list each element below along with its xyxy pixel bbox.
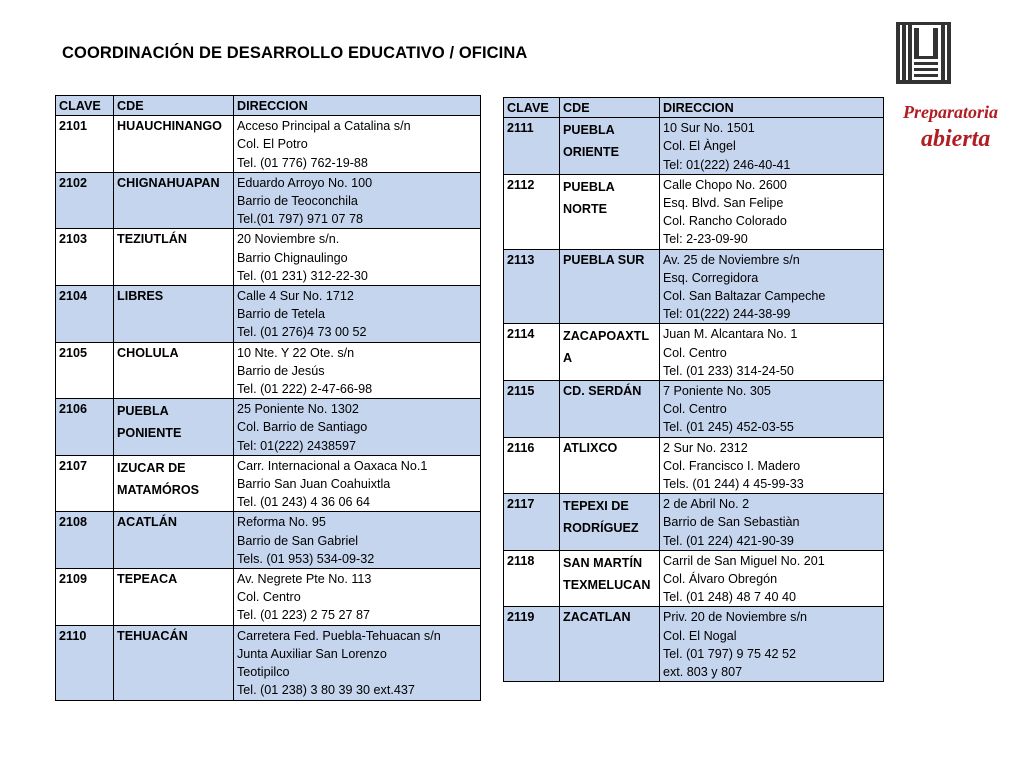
- cde-cell: [114, 229, 234, 286]
- cde-cell: [560, 607, 660, 682]
- address-line: Col. Rancho Colorado: [663, 214, 787, 229]
- address-line: Tel. (01 233) 314-24-50: [663, 363, 794, 378]
- cde-cell: [560, 550, 660, 607]
- clave-cell: 2117: [504, 494, 560, 551]
- clave-cell: 2107: [56, 455, 114, 512]
- cde-line: TEPEXI DE: [563, 499, 629, 514]
- cde-cell: [114, 116, 234, 173]
- cde-line: NORTE: [563, 201, 608, 216]
- direccion-cell: [234, 172, 481, 229]
- cde-cell: [560, 437, 660, 494]
- table-row: [56, 569, 481, 626]
- cde-line: CHIGNAHUAPAN: [117, 175, 220, 190]
- cde-cell: [560, 494, 660, 551]
- cde-cell: [114, 512, 234, 569]
- address-line: Acceso Principal a Catalina s/n: [237, 119, 411, 134]
- direccion-cell: [234, 455, 481, 512]
- address-line: Tel. (01 222) 2-47-66-98: [237, 382, 373, 397]
- column-header-clave: CLAVE: [504, 98, 560, 118]
- direccion-cell: [234, 116, 481, 173]
- address-line: Col. El Potro: [237, 137, 308, 152]
- column-header-cde: CDE: [114, 96, 234, 116]
- table-row: [504, 324, 884, 381]
- clave-cell: 2102: [56, 172, 114, 229]
- address-line: Col. El Nogal: [663, 628, 737, 643]
- address-line: Tel. (01 223) 2 75 27 87: [237, 608, 371, 623]
- address-line: Tel. (01 231) 312-22-30: [237, 268, 368, 283]
- table-row: [504, 607, 884, 682]
- cde-line: ATLIXCO: [563, 440, 618, 455]
- direccion-cell: [234, 569, 481, 626]
- clave-cell: 2110: [56, 625, 114, 700]
- page-title: COORDINACIÓN DE DESARROLLO EDUCATIVO / OFICINA: [62, 44, 528, 62]
- cde-line: LIBRES: [117, 289, 164, 304]
- address-line: Av. 25 de Noviembre s/n: [663, 252, 800, 267]
- address-line: Calle 4 Sur No. 1712: [237, 289, 354, 304]
- direccion-cell: [660, 324, 884, 381]
- cde-line: HUAUCHINANGO: [117, 119, 222, 134]
- cde-cell: [560, 174, 660, 249]
- address-line: Tels. (01 953) 534-09-32: [237, 551, 375, 566]
- cde-cell: [560, 324, 660, 381]
- address-line: Carril de San Miguel No. 201: [663, 553, 825, 568]
- cde-line: SAN MARTÍN: [563, 555, 643, 570]
- table-row: [504, 174, 884, 249]
- address-line: Tel. (01 797) 9 75 42 52: [663, 646, 797, 661]
- address-line: Tel.(01 797) 971 07 78: [237, 212, 364, 227]
- direccion-cell: [660, 249, 884, 324]
- clave-cell: 2113: [504, 249, 560, 324]
- table-row: [56, 172, 481, 229]
- right-office-table: [503, 97, 884, 682]
- address-line: Tels. (01 244) 4 45-99-33: [663, 477, 804, 492]
- direccion-cell: [660, 174, 884, 249]
- address-line: Tel. (01 224) 421-90-39: [663, 533, 794, 548]
- clave-cell: 2115: [504, 381, 560, 438]
- table-row: [56, 625, 481, 700]
- address-line: Tel. (01 248) 48 7 40 40: [663, 590, 797, 605]
- table-row: [56, 286, 481, 343]
- table-row: [504, 494, 884, 551]
- address-line: Col. Álvaro Obregón: [663, 572, 778, 587]
- address-line: Barrio de Jesús: [237, 363, 325, 378]
- address-line: Tel. (01 276)4 73 00 52: [237, 325, 367, 340]
- address-line: Tel: 01(222) 244-38-99: [663, 307, 791, 322]
- direccion-cell: [660, 437, 884, 494]
- column-header-direccion: DIRECCION: [660, 98, 884, 118]
- table-row: [56, 512, 481, 569]
- address-line: Col. Centro: [237, 590, 301, 605]
- address-line: Eduardo Arroyo No. 100: [237, 175, 373, 190]
- table-row: [56, 455, 481, 512]
- address-line: Col. El Àngel: [663, 139, 736, 154]
- address-line: Barrio de San Gabriel: [237, 533, 359, 548]
- direccion-cell: [234, 229, 481, 286]
- cde-cell: [560, 118, 660, 175]
- address-line: Tel. (01 243) 4 36 06 64: [237, 495, 371, 510]
- address-line: 20 Noviembre s/n.: [237, 232, 340, 247]
- cde-line: RODRÍGUEZ: [563, 521, 639, 536]
- address-line: Esq. Corregidora: [663, 270, 759, 285]
- clave-cell: 2111: [504, 118, 560, 175]
- cde-cell: [114, 569, 234, 626]
- table-row: [504, 249, 884, 324]
- clave-cell: 2105: [56, 342, 114, 399]
- address-line: Juan M. Alcantara No. 1: [663, 327, 798, 342]
- table-row: [56, 399, 481, 456]
- cde-line: MATAMÓROS: [117, 482, 200, 497]
- cde-line: PUEBLA: [117, 404, 169, 419]
- column-header-cde: CDE: [560, 98, 660, 118]
- address-line: Col. San Baltazar Campeche: [663, 289, 826, 304]
- address-line: Tel. (01 776) 762-19-88: [237, 155, 368, 170]
- address-line: Tel: 2-23-09-90: [663, 232, 748, 247]
- direccion-cell: [660, 118, 884, 175]
- cde-line: TEHUACÁN: [117, 628, 188, 643]
- clave-cell: 2116: [504, 437, 560, 494]
- clave-cell: 2118: [504, 550, 560, 607]
- clave-cell: 2104: [56, 286, 114, 343]
- table-row: [504, 550, 884, 607]
- address-line: Barrio Chignaulingo: [237, 250, 348, 265]
- address-line: Esq. Blvd. San Felipe: [663, 196, 784, 211]
- address-line: Col. Centro: [663, 402, 727, 417]
- cde-line: PONIENTE: [117, 426, 182, 441]
- clave-cell: 2119: [504, 607, 560, 682]
- preparatoria-abierta-logo: [893, 20, 1003, 155]
- cde-line: ZACATLAN: [563, 610, 631, 625]
- table-row: [56, 229, 481, 286]
- clave-cell: 2108: [56, 512, 114, 569]
- cde-line: PUEBLA: [563, 123, 615, 138]
- cde-line: TEXMELUCAN: [563, 577, 651, 592]
- clave-cell: 2114: [504, 324, 560, 381]
- address-line: Tel. (01 238) 3 80 39 30 ext.437: [237, 683, 415, 698]
- cde-line: ORIENTE: [563, 145, 619, 160]
- cde-line: A: [563, 351, 573, 366]
- cde-line: CD. SERDÁN: [563, 384, 642, 399]
- cde-cell: [560, 381, 660, 438]
- clave-cell: 2112: [504, 174, 560, 249]
- cde-line: PUEBLA SUR: [563, 252, 645, 267]
- logo-text-abierta: abierta: [921, 126, 991, 152]
- cde-line: CHOLULA: [117, 345, 179, 360]
- table-row: [56, 116, 481, 173]
- cde-cell: [114, 625, 234, 700]
- column-header-clave: CLAVE: [56, 96, 114, 116]
- table-row: [56, 342, 481, 399]
- clave-cell: 2109: [56, 569, 114, 626]
- direccion-cell: [234, 342, 481, 399]
- address-line: Av. Negrete Pte No. 113: [237, 572, 372, 587]
- cde-cell: [114, 172, 234, 229]
- cde-line: TEPEACA: [117, 572, 178, 587]
- address-line: Barrio de Tetela: [237, 307, 325, 322]
- address-line: Tel: 01(222) 2438597: [237, 438, 357, 453]
- direccion-cell: [660, 550, 884, 607]
- address-line: 25 Poniente No. 1302: [237, 402, 359, 417]
- table-row: [504, 437, 884, 494]
- address-line: 2 Sur No. 2312: [663, 440, 748, 455]
- cde-cell: [114, 286, 234, 343]
- direccion-cell: [234, 286, 481, 343]
- cde-cell: [114, 455, 234, 512]
- address-line: Teotipilco: [237, 665, 290, 680]
- address-line: Tel. (01 245) 452-03-55: [663, 420, 794, 435]
- address-line: Calle Chopo No. 2600: [663, 177, 787, 192]
- address-line: Barrio de Teoconchila: [237, 194, 358, 209]
- address-line: 2 de Abril No. 2: [663, 497, 750, 512]
- left-office-table: [55, 95, 481, 701]
- address-line: Barrio San Juan Coahuixtla: [237, 477, 391, 492]
- cde-cell: [114, 342, 234, 399]
- direccion-cell: [234, 625, 481, 700]
- direccion-cell: [660, 381, 884, 438]
- address-line: Col. Francisco I. Madero: [663, 458, 801, 473]
- address-line: 10 Nte. Y 22 Ote. s/n: [237, 345, 355, 360]
- address-line: 10 Sur No. 1501: [663, 121, 755, 136]
- address-line: Junta Auxiliar San Lorenzo: [237, 646, 387, 661]
- cde-line: IZUCAR DE: [117, 460, 186, 475]
- address-line: Priv. 20 de Noviembre s/n: [663, 610, 807, 625]
- cde-line: ACATLÁN: [117, 515, 177, 530]
- clave-cell: 2103: [56, 229, 114, 286]
- address-line: Col. Centro: [663, 345, 727, 360]
- address-line: Barrio de San Sebastiàn: [663, 515, 800, 530]
- address-line: Col. Barrio de Santiago: [237, 420, 368, 435]
- table-row: [504, 381, 884, 438]
- address-line: 7 Poniente No. 305: [663, 384, 771, 399]
- direccion-cell: [660, 494, 884, 551]
- column-header-direccion: DIRECCION: [234, 96, 481, 116]
- address-line: ext. 803 y 807: [663, 665, 743, 680]
- logo-text-preparatoria: Preparatoria: [903, 102, 999, 122]
- cde-line: PUEBLA: [563, 179, 615, 194]
- direccion-cell: [234, 512, 481, 569]
- table-row: [504, 118, 884, 175]
- address-line: Reforma No. 95: [237, 515, 326, 530]
- clave-cell: 2101: [56, 116, 114, 173]
- clave-cell: 2106: [56, 399, 114, 456]
- cde-cell: [560, 249, 660, 324]
- cde-cell: [114, 399, 234, 456]
- address-line: Tel: 01(222) 246-40-41: [663, 157, 791, 172]
- address-line: Carr. Internacional a Oaxaca No.1: [237, 458, 428, 473]
- address-line: Carretera Fed. Puebla-Tehuacan s/n: [237, 628, 441, 643]
- cde-line: ZACAPOAXTL: [563, 329, 650, 344]
- cde-line: TEZIUTLÁN: [117, 232, 187, 247]
- direccion-cell: [234, 399, 481, 456]
- direccion-cell: [660, 607, 884, 682]
